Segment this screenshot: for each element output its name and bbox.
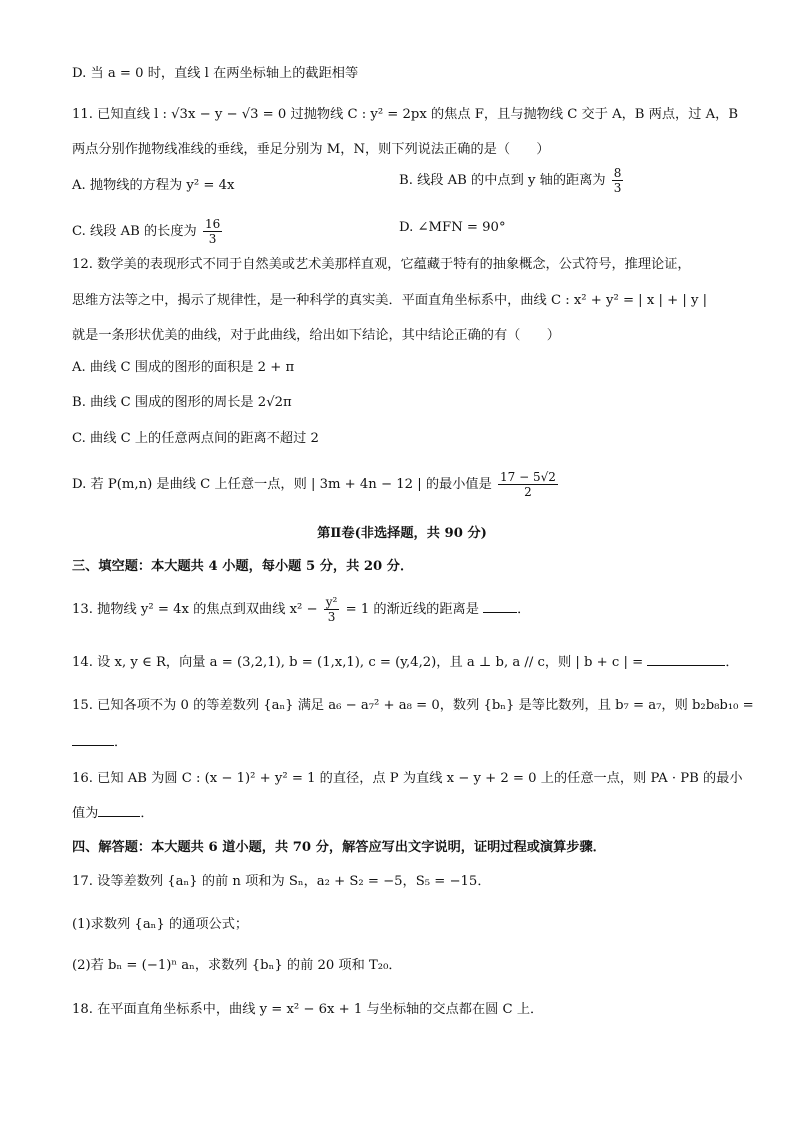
q11-option-b-fraction xyxy=(612,166,624,195)
q15-answer-blank[interactable] xyxy=(72,733,114,746)
q11-option-c-denominator: 3 xyxy=(208,232,217,246)
q16-line2 xyxy=(72,804,154,824)
q11-option-a: A. 抛物线的方程为 y² = 4x xyxy=(72,178,235,193)
section3-heading: 三、填空题：本大题共 4 小题，每小题 5 分，共 20 分． xyxy=(72,559,414,574)
part2-title: 第Ⅱ卷(非选择题，共 90 分) xyxy=(317,526,487,541)
q12-option-d-text: D. 若 P(m,n) 是曲线 C 上任意一点，则 | 3m + 4n − 12 | 的最小值是 xyxy=(72,477,492,492)
q15-line1: 15. 已知各项不为 0 的等差数列 {aₙ} 满足 a₆ − a₇² + a₈ = 0，数列 {bₙ} 是等比数列，且 b₇ = a₇，则 b₂b₈b₁₀ = xyxy=(72,698,754,713)
q11-option-c xyxy=(72,217,224,246)
q14-end: ． xyxy=(725,655,739,670)
q17-part2: (2)若 bₙ = (−1)ⁿ aₙ，求数列 {bₙ} 的前 20 项和 T₂₀． xyxy=(72,958,402,973)
q12-option-d-fraction xyxy=(498,470,558,499)
q13-answer-blank[interactable] xyxy=(483,600,517,613)
q12-option-c: C. 曲线 C 上的任意两点间的距离不超过 2 xyxy=(72,431,319,446)
q12-option-d xyxy=(72,470,560,499)
q16-end: ． xyxy=(140,806,154,821)
q11-option-b xyxy=(399,166,625,195)
q18-stem: 18. 在平面直角坐标系中，曲线 y = x² − 6x + 1 与坐标轴的交点都在圆 C 上． xyxy=(72,1002,544,1017)
q14-answer-blank[interactable] xyxy=(647,653,725,666)
q14-text: 14. 设 x, y ∈ R，向量 a = (3,2,1), b = (1,x,1), c = (y,4,2)，且 a ⊥ b, a // c，则 | b + c | = xyxy=(72,655,644,670)
q16-text-pre: 值为 xyxy=(72,806,99,821)
q14 xyxy=(72,653,739,673)
q13-fraction xyxy=(324,595,340,624)
q13-end: ． xyxy=(517,602,531,617)
q12-option-a: A. 曲线 C 围成的图形的面积是 2 + π xyxy=(72,360,295,375)
q10-option-d: D. 当 a = 0 时，直线 l 在两坐标轴上的截距相等 xyxy=(72,66,359,81)
q17-part1: (1)求数列 {aₙ} 的通项公式； xyxy=(72,917,249,932)
q11-stem-line2: 两点分别作抛物线准线的垂线，垂足分别为 M，N，则下列说法正确的是（ ） xyxy=(72,142,550,157)
q12-option-d-denominator: 2 xyxy=(524,485,532,499)
q12-stem-line3: 就是一条形状优美的曲线，对于此曲线，给出如下结论，其中结论正确的有（ ） xyxy=(72,328,560,343)
q13-denominator: 3 xyxy=(327,610,336,624)
q11-option-c-fraction xyxy=(203,217,222,246)
q11-option-b-numerator: 8 xyxy=(613,166,622,180)
q16-line1: 16. 已知 AB 为圆 C : (x − 1)² + y² = 1 的直径，点 P 为直线 x − y + 2 = 0 上的任意一点，则 PA · PB 的最小 xyxy=(72,771,743,786)
q12-stem-line2: 思维方法等之中，揭示了规律性，是一种科学的真实美．平面直角坐标系中，曲线 C : x² + y² = | x | + | y | xyxy=(72,293,708,308)
q15-end: ． xyxy=(114,735,128,750)
q13-numerator: y² xyxy=(325,595,338,609)
q13 xyxy=(72,595,530,624)
q16-answer-blank[interactable] xyxy=(98,804,140,817)
q11-stem-line1: 11. 已知直线 l : √3x − y − √3 = 0 过抛物线 C : y² = 2px 的焦点 F，且与抛物线 C 交于 A，B 两点，过 A，B xyxy=(72,107,739,122)
q11-option-d: D. ∠MFN = 90° xyxy=(399,220,506,235)
q13-text-post: = 1 的渐近线的距离是 xyxy=(345,602,479,617)
q12-stem-line1: 12. 数学美的表现形式不同于自然美或艺术美那样直观，它蕴藏于特有的抽象概念，公式符号，推理论证， xyxy=(72,257,691,272)
q15-line2 xyxy=(72,733,127,753)
section4-heading: 四、解答题：本大题共 6 道小题，共 70 分，解答应写出文字说明，证明过程或演算步骤． xyxy=(72,840,606,855)
q12-option-d-numerator: 17 − 5√2 xyxy=(499,470,556,484)
q12-option-b: B. 曲线 C 围成的图形的周长是 2√2π xyxy=(72,395,292,410)
q11-option-b-text: B. 线段 AB 的中点到 y 轴的距离为 xyxy=(399,173,606,188)
q17-stem: 17. 设等差数列 {aₙ} 的前 n 项和为 Sₙ，a₂ + S₂ = −5，S₅ = −15． xyxy=(72,874,491,889)
q11-option-b-denominator: 3 xyxy=(613,181,622,195)
q11-option-c-text: C. 线段 AB 的长度为 xyxy=(72,224,197,239)
q13-text-pre: 13. 抛物线 y² = 4x 的焦点到双曲线 x² − xyxy=(72,602,318,617)
q11-option-c-numerator: 16 xyxy=(204,217,221,231)
